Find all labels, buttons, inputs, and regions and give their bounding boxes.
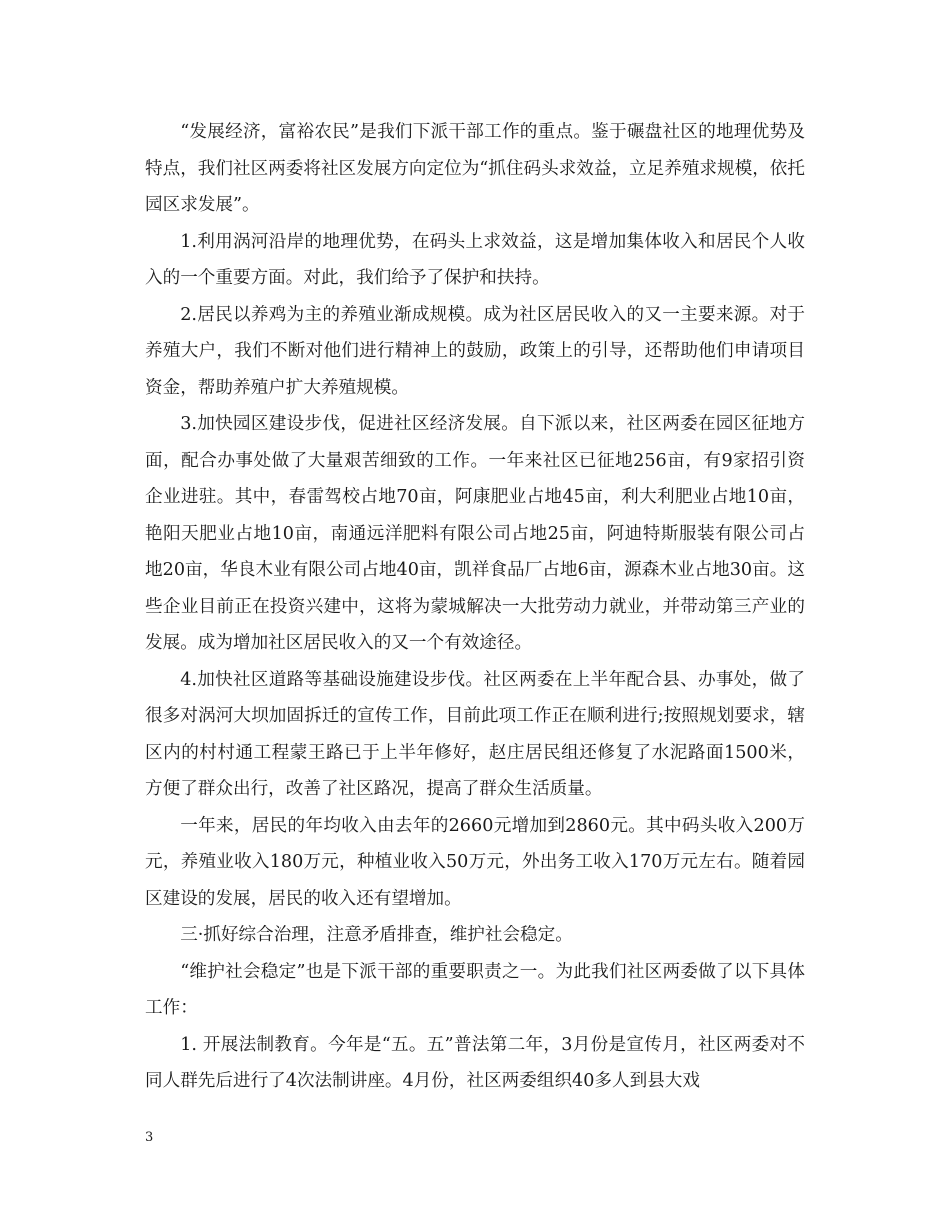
paragraph-3: 2.居民以养鸡为主的养殖业渐成规模。成为社区居民收入的又一主要来源。对于养殖大户，我们不断对他们进行精神上的鼓励，政策上的引导，还帮助他们申请项目资金，帮助养殖户扩大养殖规模。 — [145, 304, 805, 398]
paragraph-2: 1.利用涡河沿岸的地理优势，在码头上求效益，这是增加集体收入和居民个人收入的一个重要方面。对此，我们给予了保护和扶持。 — [145, 231, 805, 288]
document-body — [145, 114, 805, 1100]
paragraph-8: “维护社会稳定”也是下派干部的重要职责之一。为此我们社区两委做了以下具体工作： — [145, 961, 805, 1018]
paragraph-6: 一年来，居民的年均收入由去年的2660元增加到2860元。其中码头收入200万元，养殖业收入180万元，种植业收入50万元，外出务工收入170万元左右。随着园区建设的发展，居民的收入还有望增加。 — [145, 815, 805, 909]
paragraph-5: 4.加快社区道路等基础设施建设步伐。社区两委在上半年配合县、办事处，做了很多对涡河大坝加固拆迁的宣传工作，目前此项工作正在顺利进行;按照规划要求，辖区内的村村通工程蒙王路已于上半年修好，赵庄居民组还修复了水泥路面1500米，方便了群众出行，改善了社区路况，提高了群众生活质量。 — [145, 669, 805, 799]
paragraph-1: “发展经济，富裕农民”是我们下派干部工作的重点。鉴于碾盘社区的地理优势及特点，我们社区两委将社区发展方向定位为“抓住码头求效益，立足养殖求规模，依托园区求发展”。 — [145, 122, 805, 215]
paragraph-7: 三·抓好综合治理，注意矛盾排查，维护社会稳定。 — [180, 925, 573, 945]
paragraph-4: 3.加快园区建设步伐，促进社区经济发展。自下派以来，社区两委在园区征地方面，配合办事处做了大量艰苦细致的工作。一年来社区已征地256亩，有9家招引资企业进驻。其中，春雷驾校占地70亩，阿康肥业占地45亩，利大利肥业占地10亩，艳阳天肥业占地10亩，南通远洋肥料有限公司占地25亩，阿迪特斯服装有限公司占地20亩，华良木业有限公司占地40亩，凯祥食品厂占地6亩，源森木业占地30亩。这些企业目前正在投资兴建中，这将为蒙城解决一大批劳动力就业，并带动第三产业的发展。成为增加社区居民收入的又一个有效途径。 — [145, 414, 805, 653]
paragraph-9: 1. 开展法制教育。今年是“五。五”普法第二年，3月份是宣传月，社区两委对不同人群先后进行了4次法制讲座。4月份，社区两委组织40多人到县大戏 — [145, 1034, 805, 1091]
page-number: 3 — [145, 1130, 154, 1145]
